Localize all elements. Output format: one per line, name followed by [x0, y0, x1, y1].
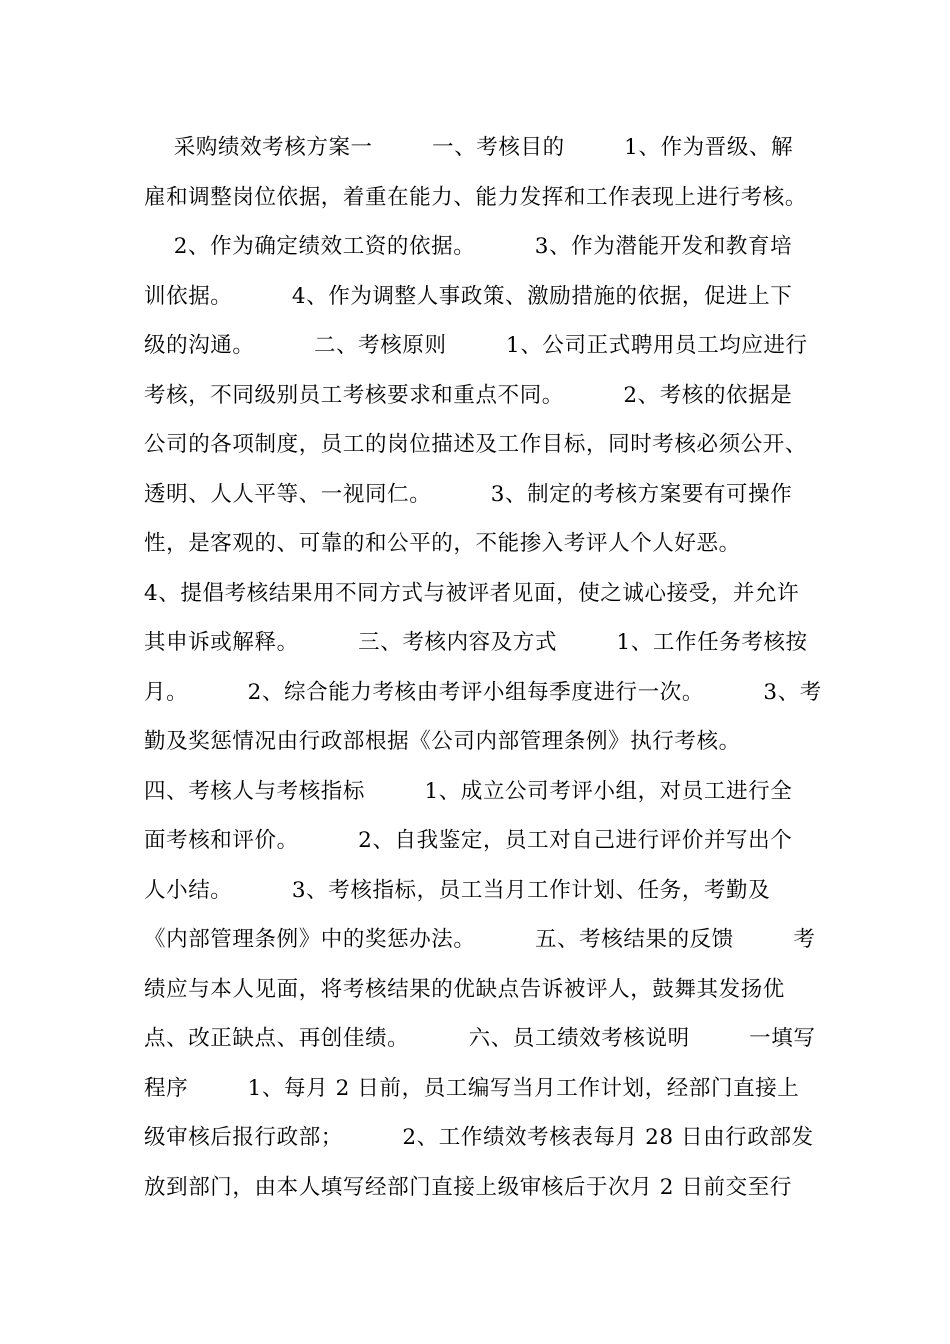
text-line-5: 级的沟通。 二、考核原则 1、公司正式聘用员工均应进行 [144, 333, 808, 358]
text-line-21: 级审核后报行政部； 2、工作绩效考核表每月 28 日由行政部发 [144, 1125, 814, 1150]
text-line-2: 雇和调整岗位依据，着重在能力、能力发挥和工作表现上进行考核。 [144, 184, 808, 210]
text-line-18: 绩应与本人见面，将考核结果的优缺点告诉被评人，鼓舞其发扬优 [144, 976, 785, 1002]
text-line-1: 采购绩效考核方案一 一、考核目的 1、作为晋级、解 [144, 135, 794, 160]
text-line-9: 性，是客观的、可靠的和公平的，不能掺入考评人个人好恶。 [144, 531, 741, 556]
text-line-11: 其申诉或解释。 三、考核内容及方式 1、工作任务考核按 [144, 630, 808, 655]
text-line-12: 月。 2、综合能力考核由考评小组每季度进行一次。 3、考 [144, 679, 822, 705]
text-line-19: 点、改正缺点、再创佳绩。 六、员工绩效考核说明 一填写 [144, 1026, 816, 1051]
text-line-15: 面考核和评价。 2、自我鉴定，员工对自己进行评价并写出个 [144, 828, 793, 853]
text-line-3: 2、作为确定绩效工资的依据。 3、作为潜能开发和教育培 [144, 234, 793, 259]
text-line-10: 4、提倡考核结果用不同方式与被评者见面，使之诚心接受，并允许 [144, 580, 800, 606]
text-line-17: 《内部管理条例》中的奖惩办法。 五、考核结果的反馈 考 [144, 927, 816, 952]
text-line-8: 透明、人人平等、一视同仁。 3、制定的考核方案要有可操作 [144, 481, 793, 507]
text-line-16: 人小结。 3、考核指标，员工当月工作计划、任务，考勤及 [144, 877, 771, 903]
text-line-4: 训依据。 4、作为调整人事政策、激励措施的依据，促进上下 [144, 283, 793, 309]
text-line-14: 四、考核人与考核指标 1、成立公司考评小组，对员工进行全 [144, 778, 793, 804]
text-line-22: 放到部门，由本人填写经部门直接上级审核后于次月 2 日前交至行 [144, 1174, 792, 1200]
text-line-7: 公司的各项制度，员工的岗位描述及工作目标，同时考核必须公开、 [144, 432, 808, 457]
text-line-13: 勤及奖惩情况由行政部根据《公司内部管理条例》执行考核。 [144, 729, 741, 754]
text-line-6: 考核，不同级别员工考核要求和重点不同。 2、考核的依据是 [144, 382, 793, 408]
text-line-20: 程序 1、每月 2 日前，员工编写当月工作计划，经部门直接上 [144, 1075, 800, 1101]
